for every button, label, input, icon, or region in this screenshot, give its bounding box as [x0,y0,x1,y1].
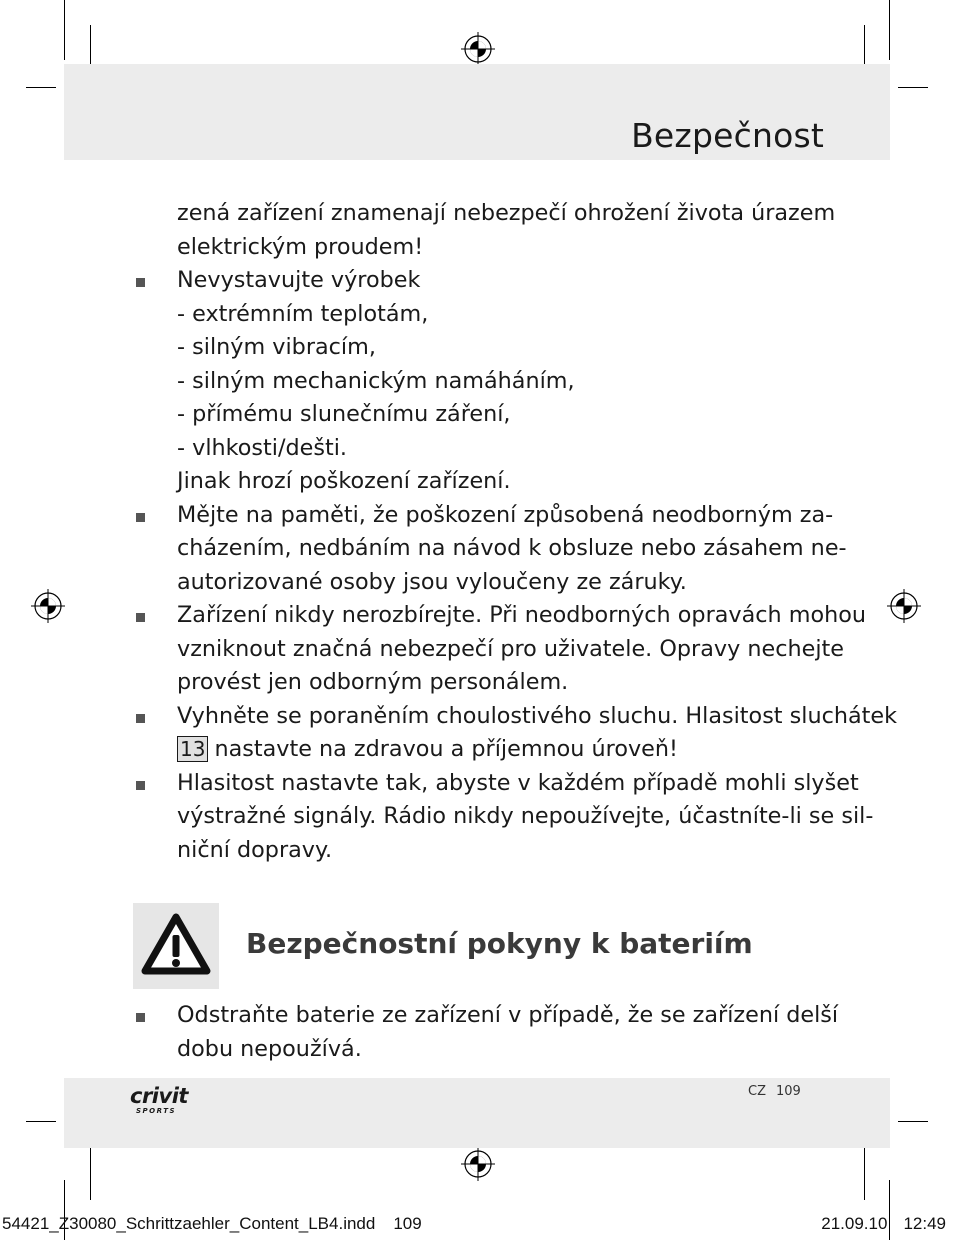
brand-name: crivit [130,1084,188,1108]
print-slug-file [2,1214,422,1234]
list-item [133,264,833,499]
text-line: - přímému slunečnímu záření, [177,401,511,427]
text-line: Jinak hrozí poškození zařízení. [177,468,511,494]
text-line: dobu nepoužívá. [177,1035,362,1062]
slug-filename: 54421_Z30080_Schrittzaehler_Content_LB4.indd [2,1214,376,1233]
text-line: niční dopravy. [177,836,333,863]
text-line: - silným vibracím, [177,334,376,360]
text-line: Nevystavujte výrobek [177,267,421,293]
text-line: Hlasitost nastavte tak, abyste v každém případě mohli slyšet [177,769,859,796]
crop-mark [90,1140,91,1200]
registration-mark-right [886,588,922,624]
page-number: 109 [775,1084,801,1099]
text-line: - silným mechanickým namáháním, [177,367,575,394]
text-span: nastavte na zdravou a příjemnou úroveň! [214,736,678,762]
text-line: - extrémním teplotám, [177,300,429,327]
brand-subtitle: SPORTS [136,1107,177,1115]
slug-time: 12:49 [903,1214,946,1233]
list-item [133,767,874,868]
warning-triangle-icon [133,903,219,989]
page-title: Bezpečnost [631,116,824,155]
bullet-square-icon [136,513,145,522]
brand-logo [130,1085,188,1115]
text-line: vzniknout značná nebezpečí pro uživatele. Opravy nechejte [177,635,844,662]
list-item [133,599,867,700]
crop-mark [26,1121,56,1122]
text-line: zená zařízení znamenají nebezpečí ohrožení života úrazem [177,200,836,226]
registration-mark-left [30,588,66,624]
text-line: autorizované osoby jsou vyloučeny ze záruky. [177,568,687,595]
bullet-square-icon [136,714,145,723]
crop-mark [898,1121,928,1122]
bullet-square-icon [136,1013,145,1022]
section-title: Bezpečnostní pokyny k bateriím [246,927,753,960]
list-item [133,499,847,600]
crop-mark [889,0,890,60]
crop-mark [898,87,928,88]
text-line: cházením, nedbáním na návod k obsluze nebo zásahem ne- [177,535,847,561]
text-line: Vyhněte se poraněním choulostivého sluchu. Hlasitost sluchátek [177,702,898,729]
text-line: Mějte na paměti, že poškození způsobená neodborným za- [177,501,834,528]
registration-mark-top [460,31,496,67]
text-line: výstražné signály. Rádio nikdy nepoužívejte, účastníte-li se sil- [177,803,874,829]
text-line: elektrickým proudem! [177,233,424,260]
warning-box [133,903,219,989]
text-line [177,733,833,767]
battery-content [133,999,839,1066]
text-line: - vlhkosti/dešti. [177,434,347,461]
list-item [133,700,898,767]
registration-mark-bottom [460,1146,496,1182]
slug-date: 21.09.10 [821,1214,888,1233]
text-line: provést jen odborným personálem. [177,669,569,695]
language-code: CZ [748,1084,766,1099]
print-slug-date [821,1214,946,1234]
main-content [133,197,898,867]
list-item [133,999,839,1066]
text-line: Odstraňte baterie ze zařízení v případě, že se zařízení delší [177,1002,839,1028]
text-line: Zařízení nikdy nerozbírejte. Při neodborných opravách mohou [177,602,867,628]
crop-mark [864,1140,865,1200]
slug-page: 109 [393,1214,422,1233]
crop-mark [26,87,56,88]
bullet-square-icon [136,278,145,287]
part-number-badge: 13 [177,736,208,762]
crop-mark [64,0,65,60]
bullet-square-icon [136,781,145,790]
page-reference [748,1084,801,1099]
bullet-square-icon [136,613,145,622]
